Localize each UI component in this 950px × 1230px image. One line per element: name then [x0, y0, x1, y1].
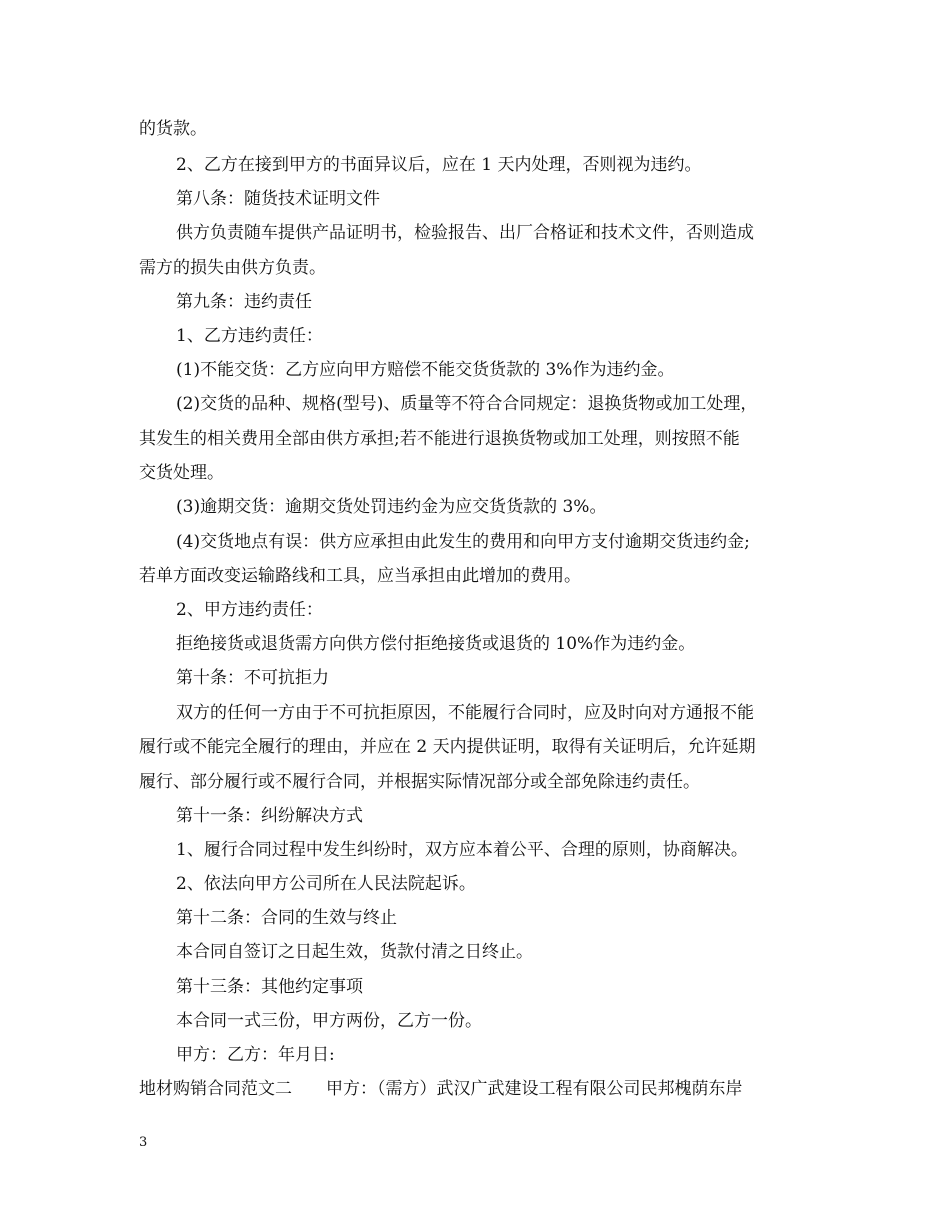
text-line: (1)不能交货：乙方应向甲方赔偿不能交货货款的 3%作为违约金。 — [176, 360, 675, 380]
text-line: 地材购销合同范文二 甲方：（需方）武汉广武建设工程有限公司民邦槐荫东岸 — [139, 1079, 743, 1099]
section-heading: 第十二条：合同的生效与终止 — [176, 908, 397, 928]
text-line: 本合同一式三份，甲方两份，乙方一份。 — [176, 1011, 482, 1031]
text-line: 2、依法向甲方公司所在人民法院起诉。 — [176, 874, 476, 894]
text-line: 需方的损失由供方负责。 — [139, 258, 326, 278]
text-line: (3)逾期交货：逾期交货处罚违约金为应交货货款的 3%。 — [176, 497, 607, 517]
text-line: 1、乙方违约责任： — [176, 326, 323, 346]
text-line: 2、甲方违约责任： — [176, 600, 323, 620]
section-heading: 第八条：随货技术证明文件 — [176, 189, 380, 209]
text-line: 1、履行合同过程中发生纠纷时，双方应本着公平、合理的原则，协商解决。 — [176, 840, 748, 860]
text-line: (4)交货地点有误：供方应承担由此发生的费用和向甲方支付逾期交货违约金; — [176, 532, 750, 552]
text-line: 2、乙方在接到甲方的书面异议后，应在 1 天内处理，否则视为违约。 — [176, 155, 702, 175]
text-line: (2)交货的品种、规格(型号)、质量等不符合合同规定：退换货物或加工处理， — [176, 394, 758, 414]
text-line: 若单方面改变运输路线和工具，应当承担由此增加的费用。 — [139, 566, 581, 586]
text-line: 供方负责随车提供产品证明书，检验报告、出厂合格证和技术文件，否则造成 — [176, 223, 754, 243]
section-heading: 第九条：违约责任 — [176, 292, 312, 312]
text-line: 的货款。 — [139, 119, 207, 139]
text-line: 交货处理。 — [139, 463, 224, 483]
section-heading: 第十条：不可抗拒力 — [176, 668, 329, 688]
section-heading: 第十三条：其他约定事项 — [176, 977, 363, 997]
signature-line: 甲方：乙方：年月日: — [176, 1045, 335, 1065]
section-heading: 第十一条：纠纷解决方式 — [176, 806, 363, 826]
text-line: 履行、部分履行或不履行合同，并根据实际情况部分或全部免除违约责任。 — [139, 772, 700, 792]
page-number: 3 — [139, 1135, 148, 1150]
text-line: 本合同自签订之日起生效，货款付清之日终止。 — [176, 942, 533, 962]
text-line: 双方的任何一方由于不可抗拒原因，不能履行合同时，应及时向对方通报不能 — [176, 703, 754, 723]
text-line: 履行或不能完全履行的理由，并应在 2 天内提供证明，取得有关证明后，允许延期 — [139, 737, 756, 757]
text-line: 其发生的相关费用全部由供方承担;若不能进行退换货物或加工处理，则按照不能 — [139, 429, 740, 449]
text-line: 拒绝接货或退货需方向供方偿付拒绝接货或退货的 10%作为违约金。 — [176, 634, 696, 654]
